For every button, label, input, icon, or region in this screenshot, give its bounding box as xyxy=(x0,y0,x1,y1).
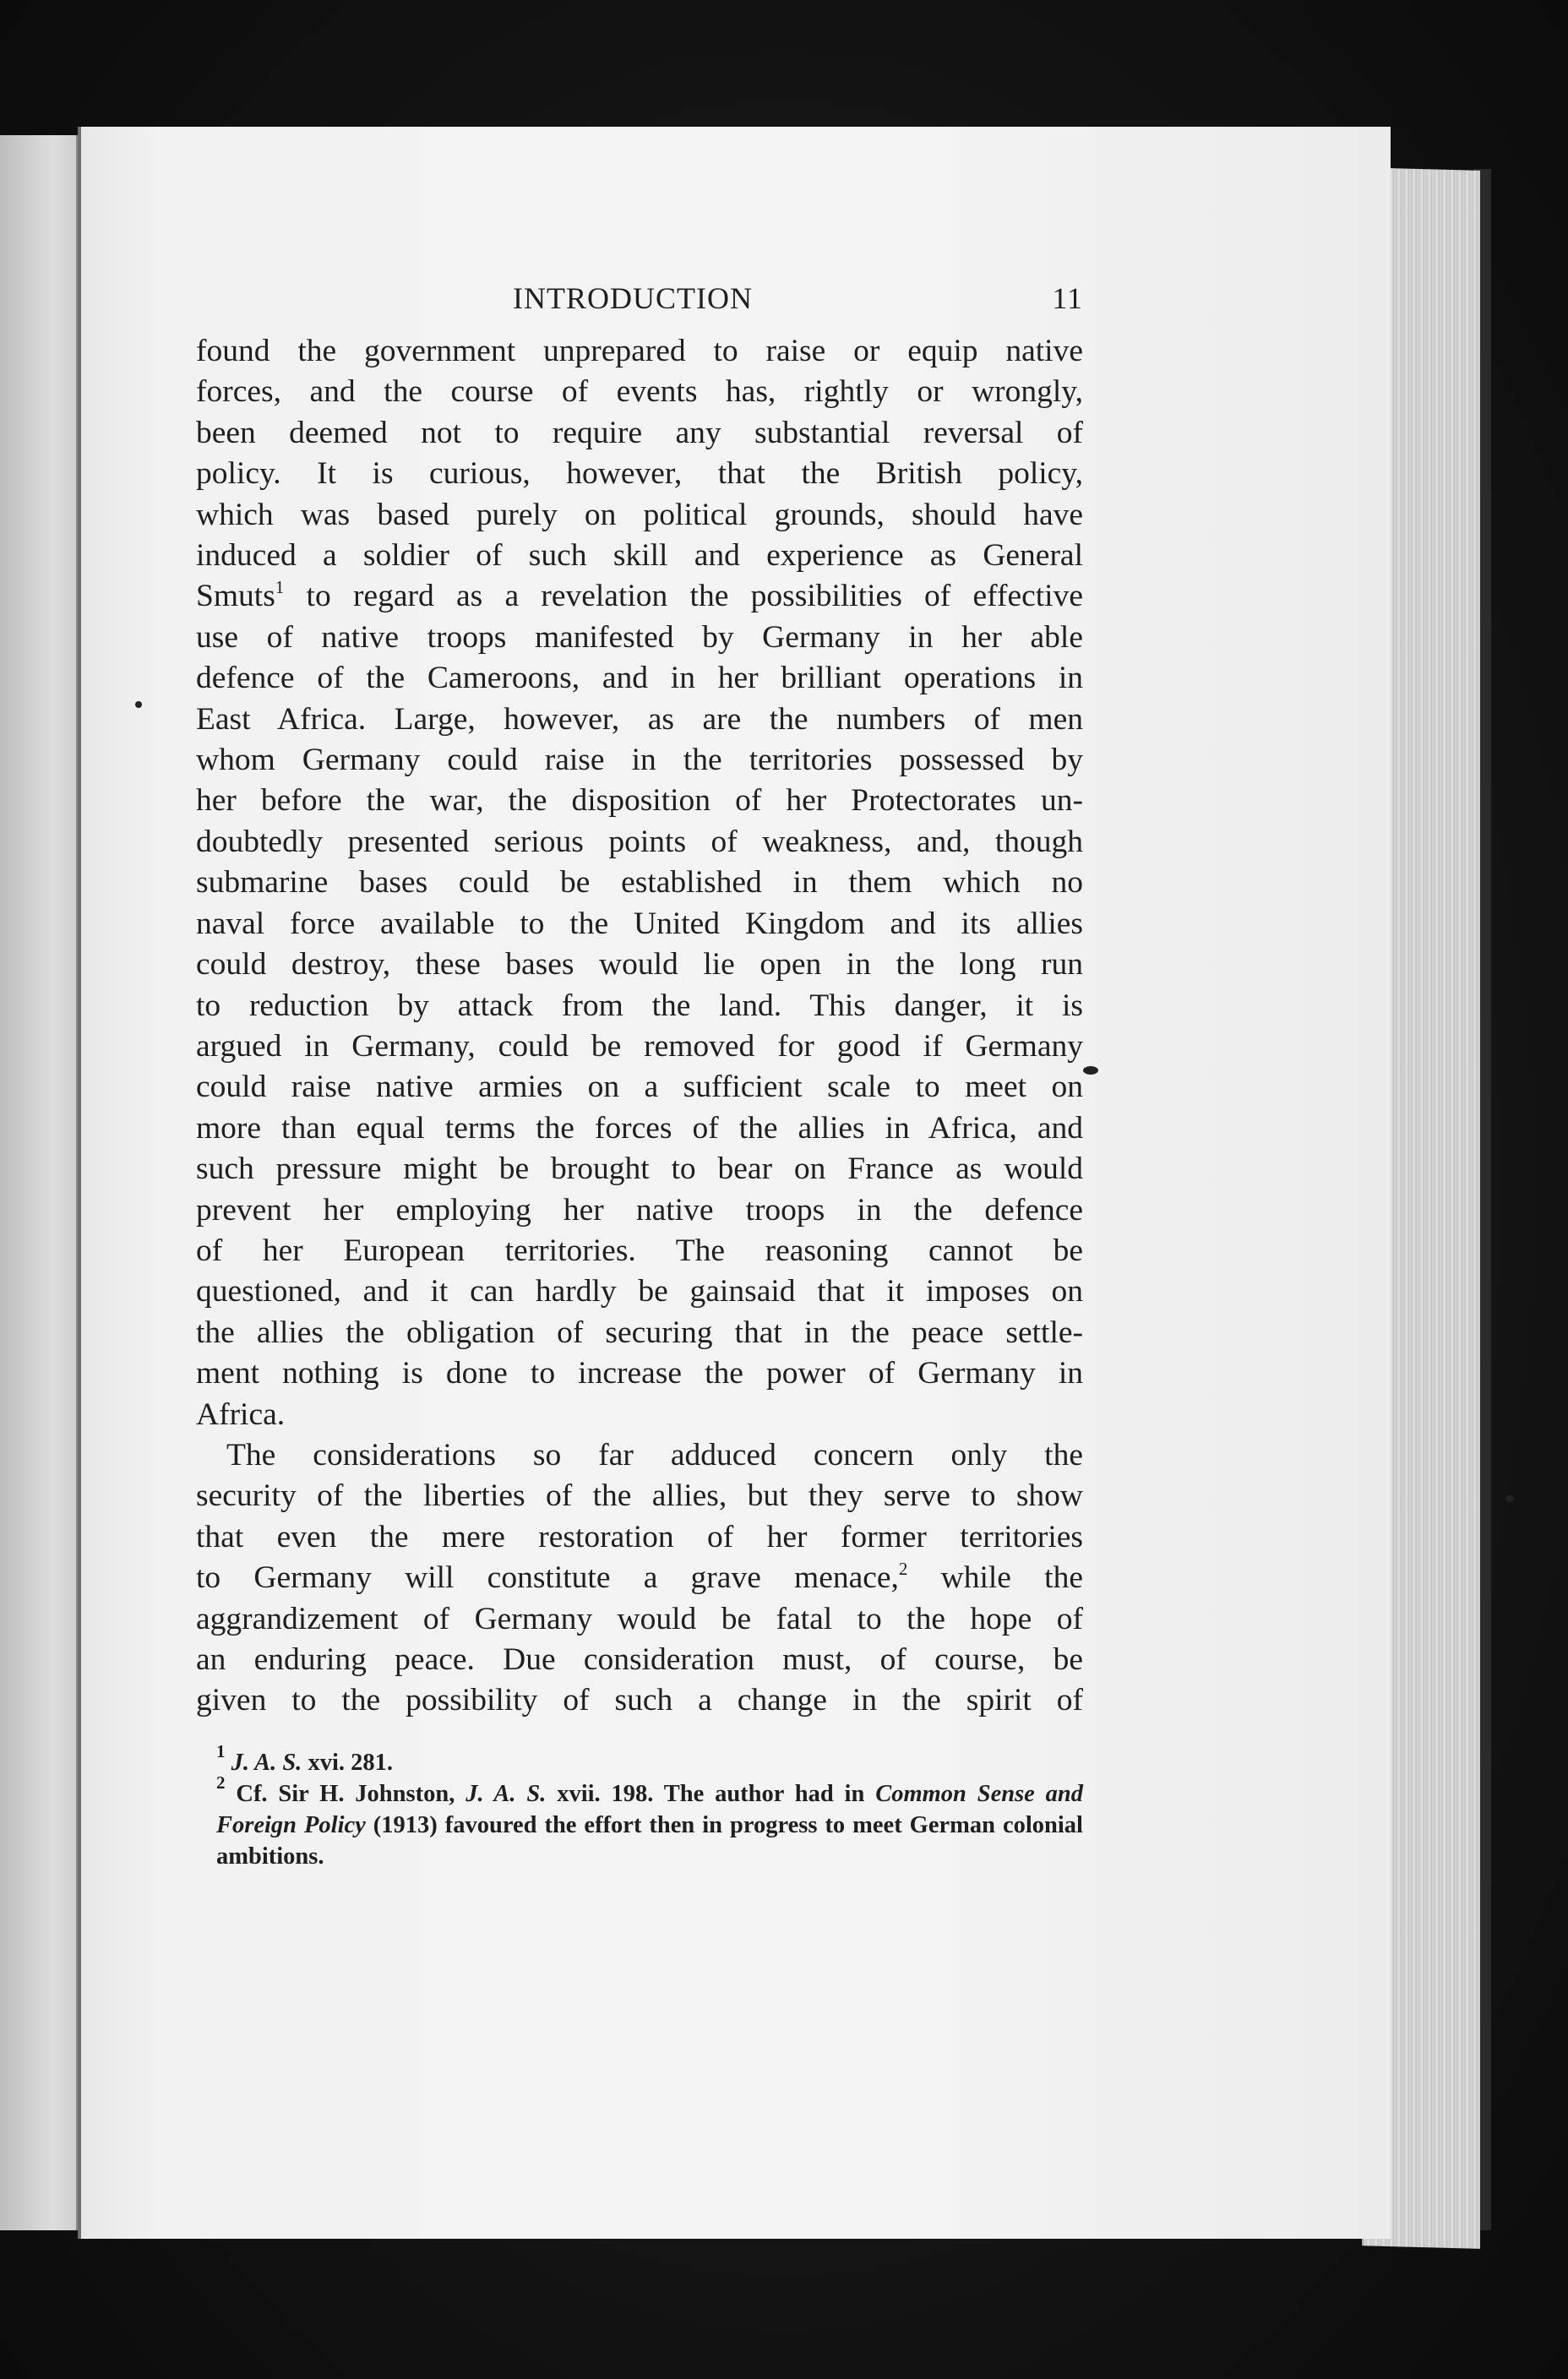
running-head xyxy=(196,270,1083,331)
text-line: forces, and the course of events has, rightly or wrongly, xyxy=(196,374,1083,410)
text-line: given to the possibility of such a change in the spirit of xyxy=(196,1683,1083,1718)
footnote-text: (1913) favoured the effort then in progress to meet German colonial ambitions. xyxy=(216,1811,1083,1870)
text-line: policy. It is curious, however, that the British policy, xyxy=(196,456,1083,492)
footnote-text: xvii. 198. The author had in xyxy=(557,1780,865,1807)
text-line: induced a soldier of such skill and experience as General xyxy=(196,538,1083,574)
text-fragment: Smuts xyxy=(196,579,275,614)
text-line: aggrandizement of Germany would be fatal to the hope of xyxy=(196,1601,1083,1636)
text-line: an enduring peace. Due consideration must, of course, be xyxy=(196,1642,1083,1677)
footnote-citation: J. A. S. xyxy=(231,1749,302,1776)
ink-speck xyxy=(1083,1066,1098,1075)
text-line: East Africa. Large, however, as are the numbers of men xyxy=(196,701,1083,737)
body-text xyxy=(196,331,1083,1722)
text-line xyxy=(196,576,1083,617)
text-line: of her European territories. The reasoning cannot be xyxy=(196,1233,1083,1268)
text-line: whom Germany could raise in the territories possessed by xyxy=(196,743,1083,778)
page-content xyxy=(196,270,1083,1872)
footnote-ref-2: 2 xyxy=(898,1559,908,1580)
left-page-edge xyxy=(0,135,79,2230)
footnote-text: Cf. Sir H. Johnston, xyxy=(236,1780,455,1807)
text-line: her before the war, the disposition of her Protectorates un- xyxy=(196,783,1083,819)
text-line: The considerations so far adduced concern only the xyxy=(226,1437,1083,1473)
running-head-title: INTRODUCTION xyxy=(513,281,753,315)
ink-speck xyxy=(135,701,142,708)
text-line: the allies the obligation of securing that in the peace settle- xyxy=(196,1315,1083,1350)
text-line: could destroy, these bases would lie open in the long run xyxy=(196,947,1083,983)
footnote-citation: J. A. S. xyxy=(466,1780,547,1807)
text-fragment: to Germany will constitute a grave menace, xyxy=(196,1560,899,1596)
footnote-text: xvi. 281. xyxy=(308,1749,393,1776)
text-line: questioned, and it can hardly be gainsaid that it imposes on xyxy=(196,1274,1083,1309)
text-line: Africa. xyxy=(196,1396,286,1432)
text-line: ment nothing is done to increase the power of Germany in xyxy=(196,1356,1083,1391)
text-line: been deemed not to require any substantial reversal of xyxy=(196,415,1083,450)
text-line: that even the mere restoration of her former territories xyxy=(196,1519,1083,1554)
footnote-book-title: Common Sense and Foreign Policy xyxy=(216,1780,1084,1838)
text-line xyxy=(196,1558,1083,1598)
text-line: security of the liberties of the allies, but they serve to show xyxy=(196,1478,1083,1514)
text-line: submarine bases could be established in them which no xyxy=(196,865,1083,901)
text-fragment: while the xyxy=(940,1560,1083,1596)
text-line: which was based purely on political grounds, should have xyxy=(196,497,1083,532)
footnote-ref-1: 1 xyxy=(275,577,285,598)
ink-speck xyxy=(1505,1495,1514,1502)
footnote-marker: 1 xyxy=(216,1740,226,1761)
footnote-1 xyxy=(196,1740,1083,1778)
footnote-2 xyxy=(196,1772,1084,1872)
text-line: such pressure might be brought to bear on France as would xyxy=(196,1151,1083,1187)
text-line: prevent her employing her native troops in the defence xyxy=(196,1192,1083,1228)
text-line: to reduction by attack from the land. This danger, it is xyxy=(196,988,1083,1023)
text-line: naval force available to the United Kingdom and its allies xyxy=(196,906,1083,941)
text-line: use of native troops manifested by Germany in her able xyxy=(196,619,1083,655)
text-line: more than equal terms the forces of the allies in Africa, and xyxy=(196,1110,1083,1146)
text-line: defence of the Cameroons, and in her brilliant operations in xyxy=(196,661,1083,696)
text-line: could raise native armies on a sufficient scale to meet on xyxy=(196,1070,1083,1105)
text-line: argued in Germany, could be removed for good if Germany xyxy=(196,1028,1083,1064)
text-line: doubtedly presented serious points of weakness, and, though xyxy=(196,824,1083,859)
footnote-marker: 2 xyxy=(216,1772,226,1793)
text-fragment: to regard as a revelation the possibilities of effective xyxy=(306,579,1083,614)
footnotes xyxy=(196,1740,1084,1872)
text-line: found the government unprepared to raise or equip native xyxy=(196,334,1083,368)
page-number: 11 xyxy=(1052,281,1083,315)
